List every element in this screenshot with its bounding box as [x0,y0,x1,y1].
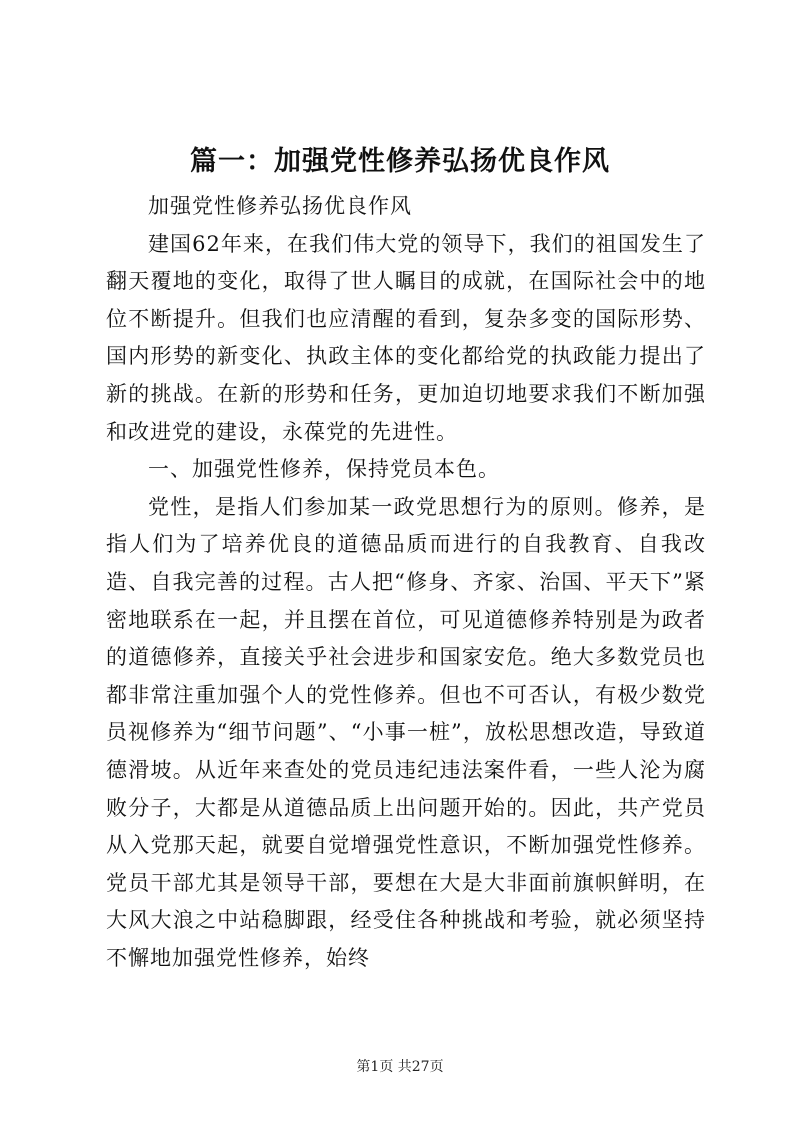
paragraph-party-spirit: 党性，是指人们参加某一政党思想行为的原则。修养，是指人们为了培养优良的道德品质而进行的自我教育、自我改造、自我完善的过程。古人把“修身、齐家、治国、平天下”紧密地联系在一起，并且摆在首位，可见道德修养特别是为政者的道德修养，直接关乎社会进步和国家安危。绝大多数党员也都非常注重加强个人的党性修养。但也不可否认，有极少数党员视修养为“细节问题”、“小事一桩”，放松思想改造，导致道德滑坡。从近年来查处的党员违纪违法案件看，一些人沦为腐败分子，大都是从道德品质上出问题开始的。因此，共产党员从入党那天起，就要自觉增强党性意识，不断加强党性修养。党员干部尤其是领导干部，要想在大是大非面前旗帜鲜明，在大风大浪之中站稳脚跟，经受住各种挑战和考验，就必须坚持不懈地加强党性修养，始终 [106,494,706,970]
page-number-footer: 第1页 共27页 [356,1059,444,1075]
section-heading-1: 一、加强党性修养，保持党员本色。 [148,457,500,482]
document-title: 篇一：加强党性修养弘扬优良作风 [190,146,610,177]
paragraph-intro: 建国62年来，在我们伟大党的领导下，我们的祖国发生了翻天覆地的变化，取得了世人瞩目的成就，在国际社会中的地位不断提升。但我们也应清醒的看到，复杂多变的国际形势、国内形势的新变化、执政主体的变化都给党的执政能力提出了新的挑战。在新的形势和任务，更加迫切地要求我们不断加强和改进党的建设，永葆党的先进性。 [106,231,706,444]
document-subtitle: 加强党性修养弘扬优良作风 [148,194,412,218]
document-body [106,188,706,977]
